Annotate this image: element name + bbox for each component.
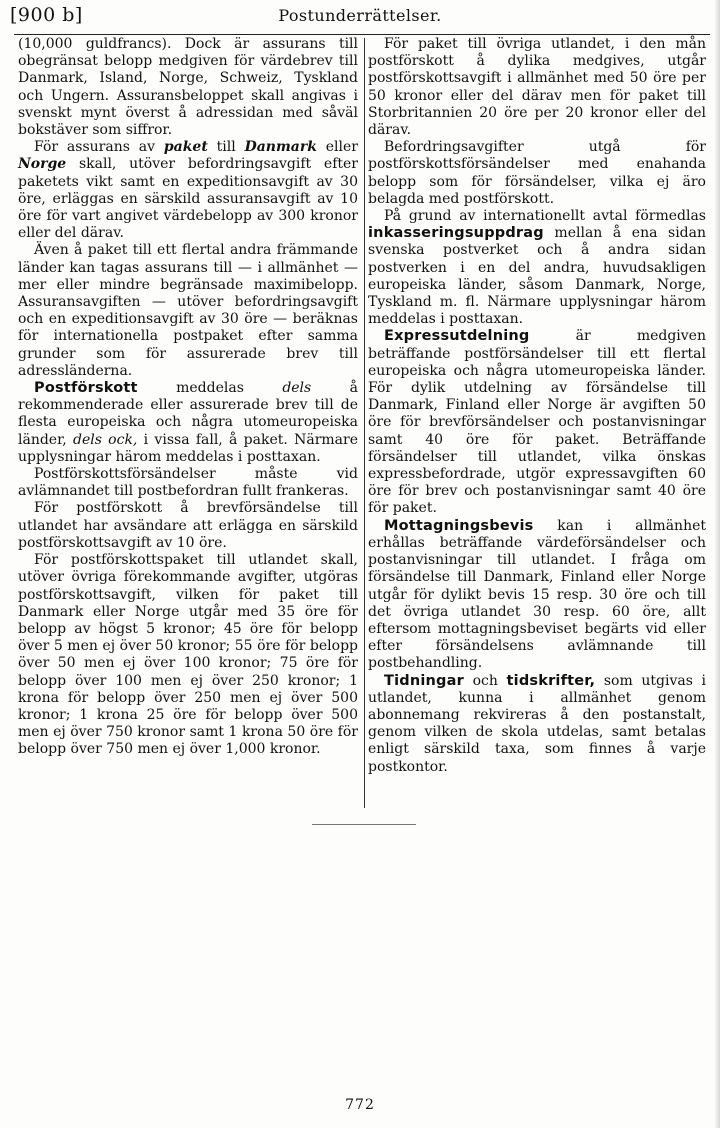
running-title: Postunderrättelser. xyxy=(278,6,442,25)
paragraph: Tidningar och tidskrifter, som utgivas i utlandet, kunna i allmänhet genom abonnemang rekvireras å den postanstalt, genom vilken de skola utdelas, samt betalas enligt särskild taxa, som finnes å varje postkontor. xyxy=(368,672,706,775)
page-section-id: [900 b] xyxy=(10,4,83,26)
section-heading: Mottagningsbevis xyxy=(384,517,534,534)
paragraph: (10,000 guldfrancs). Dock är assurans till obegränsat belopp medgiven för värdebrev till Danmark, Island, Norge, Schweiz, Tyskland och Ungern. Assuransbeloppet skall angivas i svenskt mynt överst å adressidan med såväl bokstäver som siffror. xyxy=(18,36,358,139)
left-column xyxy=(18,36,358,759)
paragraph: Postförskottsförsändelser måste vid avlämnandet till postbefordran fullt frankeras. xyxy=(18,466,358,500)
paragraph: Även å paket till ett flertal andra främmande länder kan tagas assurans till — i allmänhet — mer eller mindre begränsade maximibelopp. Assuransavgiften — utöver befordringsavgift och en expeditionsavgift av 30 öre — beräknas för internationella postpaket efter samma grunder som för assurerade brev till adressländerna. xyxy=(18,242,358,379)
section-heading: inkasseringsuppdrag xyxy=(368,225,544,242)
section-heading: Expressutdelning xyxy=(384,328,530,345)
paragraph: För postförskottspaket till utlandet skall, utöver övriga förekommande avgifter, utgöras postförskottsavgift, vilken för paket till Danmark eller Norge utgår med 35 öre för belopp av högst 5 kronor; 45 öre för belopp över 5 men ej över 50 kronor; 55 öre för belopp över 50 men ej över 100 kronor; 75 öre för belopp över 100 men ej över 250 kronor; 1 krona för belopp över 250 men ej över 500 kronor; 1 krona 25 öre för belopp över 500 men ej över 750 kronor samt 1 krona 50 öre för belopp över 750 men ej över 1,000 kronor. xyxy=(18,552,358,758)
paragraph: Postförskott meddelas dels å rekommenderade eller assurerade brev till de flesta europeiska och några utomeuropeiska länder, dels ock, i vissa fall, å paket. Närmare upplysningar härom meddelas i posttaxan. xyxy=(18,380,358,465)
end-rule xyxy=(312,824,416,825)
section-heading: Tidningar xyxy=(384,672,464,689)
paragraph: För assurans av paket till Danmark eller Norge skall, utöver befordringsavgift efter paketets vikt samt en expeditionsavgift av 30 öre, erläggas en särskild assuransavgift av 10 öre för vart angivet värdebelopp av 300 kronor eller del därav. xyxy=(18,139,358,242)
paragraph: Mottagningsbevis kan i allmänhet erhållas beträffande värdeförsändelser och postanvisningar till utlandet. I fråga om försändelse till Danmark, Finland eller Norge utgår för dylikt bevis 15 resp. 30 öre och till det övriga utlandet 30 resp. 60 öre, allt eftersom mottagningsbeviset begärts vid eller efter försändelsens avlämnande till postbehandling. xyxy=(368,517,706,672)
paragraph: För paket till övriga utlandet, i den mån postförskott å dylika medgives, utgår postförskottsavgift i allmänhet med 50 öre per 50 kronor eller del därav men för paket till Storbritannien 20 öre per 20 kronor eller del därav. xyxy=(368,36,706,139)
column-divider xyxy=(364,38,365,808)
section-heading: Postförskott xyxy=(34,380,138,397)
right-column xyxy=(368,36,706,776)
paragraph: Expressutdelning är medgiven beträffande postförsändelser till ett flertal europeiska och några utomeuropeiska länder. För dylik utdelning av försändelse till Danmark, Finland eller Norge är avgiften 50 öre för brevförsändelser och postanvisningar samt 40 öre för paket. Beträffande försändelser till utlandet, vilka önskas expressbefordrade, utgör expressavgiften 60 öre för brev och postanvisningar samt 40 öre för paket. xyxy=(368,328,706,517)
header-rule xyxy=(14,34,710,35)
scan-edge-shadow xyxy=(714,0,720,1128)
paragraph: Befordringsavgifter utgå för postförskottsförsändelser med enahanda belopp som för försändelser, vilka ej äro belagda med postförskott. xyxy=(368,139,706,207)
section-heading: tidskrifter, xyxy=(506,672,596,689)
paragraph: På grund av internationellt avtal förmedlas inkasseringsuppdrag mellan å ena sidan svenska postverket och å andra sidan postverken i en del andra, huvudsakligen europeiska länder, såsom Danmark, Norge, Tyskland m. fl. Närmare upplysningar härom meddelas i posttaxan. xyxy=(368,208,706,328)
page-number: 772 xyxy=(345,1097,375,1113)
paragraph: För postförskott å brevförsändelse till utlandet har avsändare att erlägga en särskild postförskottsavgift av 10 öre. xyxy=(18,500,358,551)
page-header xyxy=(0,0,720,38)
